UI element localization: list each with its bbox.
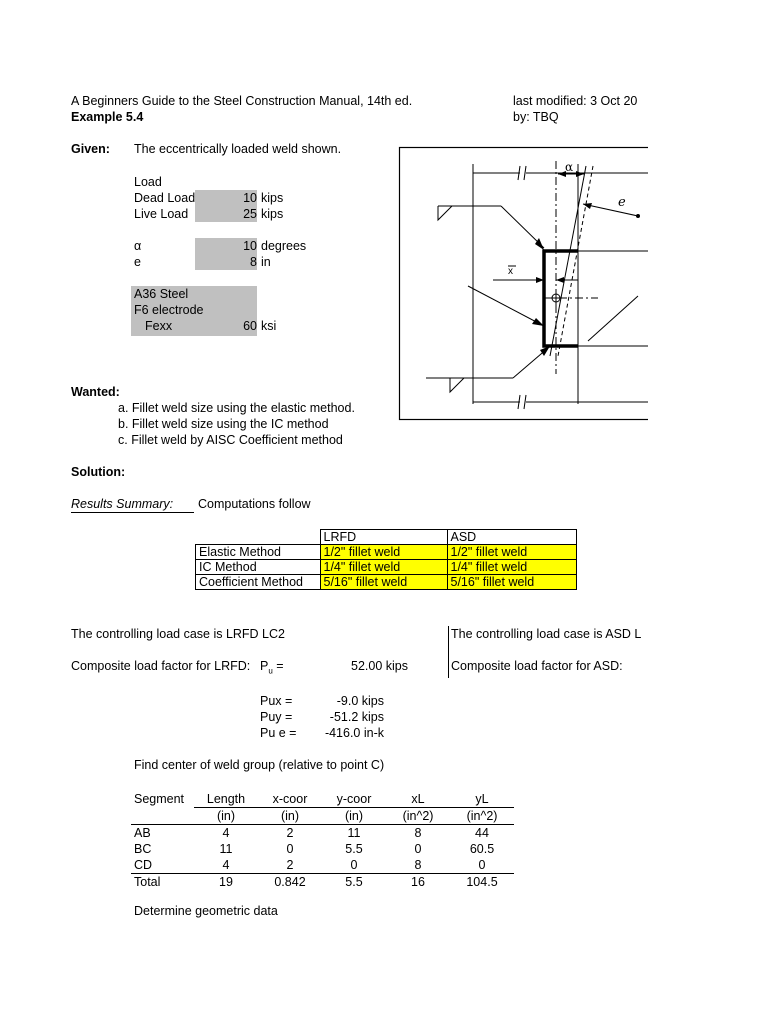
book-title: A Beginners Guide to the Steel Construction Manual, 14th ed. [71,94,413,108]
live-load-label: Live Load [134,207,189,221]
dead-load-unit: kips [261,191,284,205]
col-length: Length [206,792,246,806]
elastic-lrfd-result: 1/2" fillet weld [320,545,447,560]
wanted-label: Wanted: [71,385,120,399]
pue-label: Pu e = [260,726,297,740]
pu-value: 52.00 kips [351,659,408,673]
units-xcoor: (in) [258,808,322,825]
fexx-unit: ksi [261,319,277,333]
table-total-row: Total 19 0.842 5.5 16 104.5 [131,874,514,891]
units-xl: (in^2) [386,808,450,825]
alpha-value[interactable]: 10 [195,238,257,254]
weld-diagram [398,146,648,422]
puy-label: Puy = [260,710,293,724]
asd-divider [448,626,449,678]
col-xcoor: x-coor [272,792,308,806]
lrfd-controlling-case: The controlling load case is LRFD LC2 [71,627,285,641]
elastic-asd-result: 1/2" fillet weld [447,545,576,560]
last-modified: last modified: 3 Oct 20 [513,94,638,108]
center-title: Find center of weld group (relative to point C) [134,758,385,772]
lrfd-composite-label: Composite load factor for LRFD: [71,659,251,673]
puy-value: -51.2 kips [329,710,384,724]
col-segment: Segment [134,792,185,807]
electrode-type[interactable]: F6 electrode [134,303,204,317]
dead-load-value[interactable]: 10 [195,190,257,206]
coefficient-asd-result: 5/16" fillet weld [447,575,576,590]
geometric-data-title: Determine geometric data [134,904,278,918]
wanted-item-a: a. Fillet weld size using the elastic method. [118,401,355,415]
pue-value: -416.0 in-k [324,726,384,740]
steel-grade[interactable]: A36 Steel [134,287,189,301]
given-label: Given: [71,142,110,156]
xbar-symbol: x [508,266,513,277]
asd-composite-label: Composite load factor for ASD: [451,659,623,673]
asd-controlling-case: The controlling load case is ASD L [451,627,642,641]
example-number: Example 5.4 [71,110,144,124]
lrfd-header: LRFD [320,530,447,545]
live-load-unit: kips [261,207,284,221]
solution-label: Solution: [71,465,126,479]
method-elastic: Elastic Method [196,545,321,560]
results-table [195,529,577,590]
eccentricity-label: e [134,255,141,269]
method-ic: IC Method [196,560,321,575]
fexx-value[interactable]: 60 [243,319,257,333]
ic-asd-result: 1/4" fillet weld [447,560,576,575]
units-segment [131,808,194,825]
live-load-value[interactable]: 25 [195,206,257,222]
table-row: BC 11 0 5.5 0 60.5 [134,842,495,856]
units-yl: (in^2) [450,808,514,825]
eccentricity-value[interactable]: 8 [195,254,257,270]
ic-lrfd-result: 1/4" fillet weld [320,560,447,575]
alpha-symbol: α [565,160,574,174]
alpha-unit: degrees [261,239,307,253]
table-row: AB 4 2 11 8 44 [131,825,514,842]
method-coefficient: Coefficient Method [196,575,321,590]
eccentricity-symbol: e [618,195,626,210]
pu-label: $P_u$ = [260,659,284,676]
wanted-item-b: b. Fillet weld size using the IC method [118,417,329,431]
fexx-label: Fexx [145,319,173,333]
pux-value: -9.0 kips [336,694,384,708]
col-yl: yL [475,792,489,806]
pux-label: Pux = [260,694,293,708]
col-xl: xL [411,792,425,806]
results-summary-label: Results Summary: [71,497,194,513]
dead-load-label: Dead Load [134,191,196,205]
author: by: TBQ [513,110,559,124]
load-header: Load [134,175,162,189]
units-length: (in) [194,808,258,825]
units-ycoor: (in) [322,808,386,825]
table-row: CD 4 2 0 8 0 [134,858,486,872]
wanted-item-c: c. Fillet weld by AISC Coefficient method [118,433,343,447]
asd-header: ASD [447,530,576,545]
coefficient-lrfd-result: 5/16" fillet weld [320,575,447,590]
given-text: The eccentrically loaded weld shown. [134,142,342,156]
alpha-label: α [134,239,142,253]
col-ycoor: y-coor [336,792,372,806]
computations-note: Computations follow [198,497,311,511]
eccentricity-unit: in [261,255,271,269]
center-table [131,791,514,890]
